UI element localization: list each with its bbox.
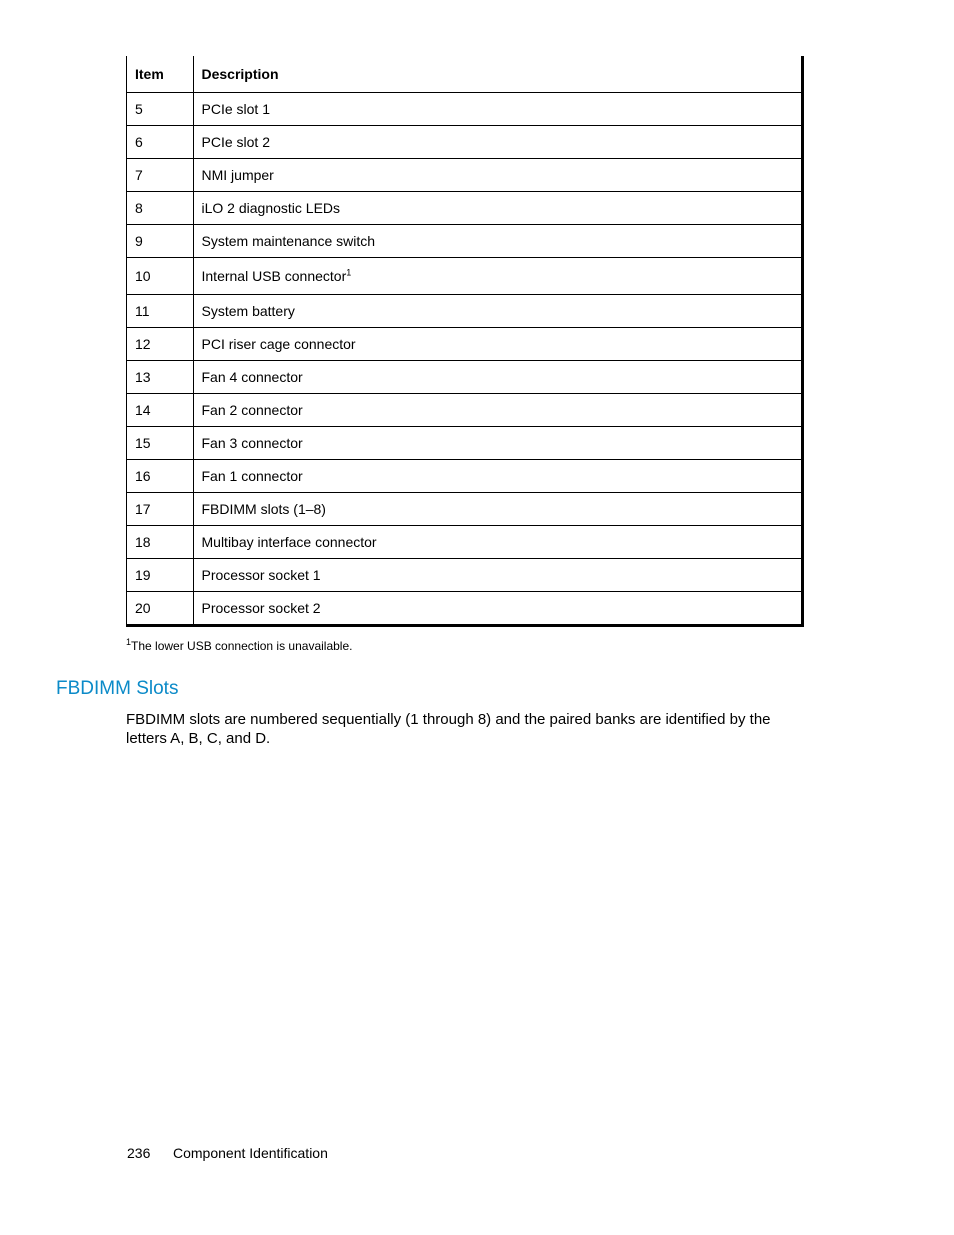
row-description: System maintenance switch (193, 225, 801, 258)
row-item: 8 (127, 192, 193, 225)
row-description: iLO 2 diagnostic LEDs (193, 192, 801, 225)
row-item: 6 (127, 126, 193, 159)
footnote-marker: 1 (126, 637, 132, 647)
header-item: Item (127, 56, 193, 93)
row-description: PCIe slot 2 (193, 126, 801, 159)
table-row (127, 258, 801, 295)
row-description: System battery (193, 295, 801, 328)
table-row (127, 192, 801, 225)
row-description-cell (193, 258, 801, 295)
row-item: 19 (127, 559, 193, 592)
row-item: 10 (127, 258, 193, 295)
table-footnote (126, 639, 352, 653)
row-item: 13 (127, 361, 193, 394)
table-row (127, 493, 801, 526)
header-description: Description (193, 56, 801, 93)
table-row (127, 592, 801, 625)
table-row (127, 225, 801, 258)
row-item: 11 (127, 295, 193, 328)
row-description: Fan 3 connector (193, 427, 801, 460)
table-header-row (127, 56, 801, 93)
table-row (127, 159, 801, 192)
row-description: Processor socket 1 (193, 559, 801, 592)
row-description: Multibay interface connector (193, 526, 801, 559)
row-description: Processor socket 2 (193, 592, 801, 625)
table-row (127, 126, 801, 159)
row-item: 7 (127, 159, 193, 192)
row-item: 15 (127, 427, 193, 460)
row-description: PCIe slot 1 (201, 101, 270, 117)
row-item: 17 (127, 493, 193, 526)
row-item: 16 (127, 460, 193, 493)
section-body: FBDIMM slots are numbered sequentially (1 through 8) and the paired banks are identified by the letters A, B, C, and D. (126, 711, 771, 747)
row-description: PCI riser cage connector (193, 328, 801, 361)
chapter-title: Component Identification (173, 1145, 328, 1161)
row-description: Fan 4 connector (193, 361, 801, 394)
table-row (127, 559, 801, 592)
table-row (127, 295, 801, 328)
table-row (127, 526, 801, 559)
page-number: 236 (127, 1145, 151, 1161)
page-footer (127, 1145, 328, 1161)
row-item: 12 (127, 328, 193, 361)
row-item: 18 (127, 526, 193, 559)
table-row (127, 361, 801, 394)
footnote-text: The lower USB connection is unavailable. (131, 639, 353, 653)
row-description: Fan 1 connector (193, 460, 801, 493)
component-table-grid (127, 56, 801, 624)
row-item: 5 (127, 93, 193, 126)
row-description: Fan 2 connector (193, 394, 801, 427)
table-row (127, 460, 801, 493)
table-row (127, 427, 801, 460)
table-row (127, 328, 801, 361)
component-table (126, 56, 804, 627)
section-title: FBDIMM Slots (56, 678, 179, 699)
footnote-reference[interactable]: 1 (346, 267, 352, 278)
row-description: Internal USB connector (201, 268, 347, 284)
row-description: FBDIMM slots (1–8) (193, 493, 801, 526)
row-item: 20 (127, 592, 193, 625)
row-item: 9 (127, 225, 193, 258)
row-item: 14 (127, 394, 193, 427)
table-row (127, 394, 801, 427)
table-row (127, 93, 801, 126)
row-description: NMI jumper (193, 159, 801, 192)
